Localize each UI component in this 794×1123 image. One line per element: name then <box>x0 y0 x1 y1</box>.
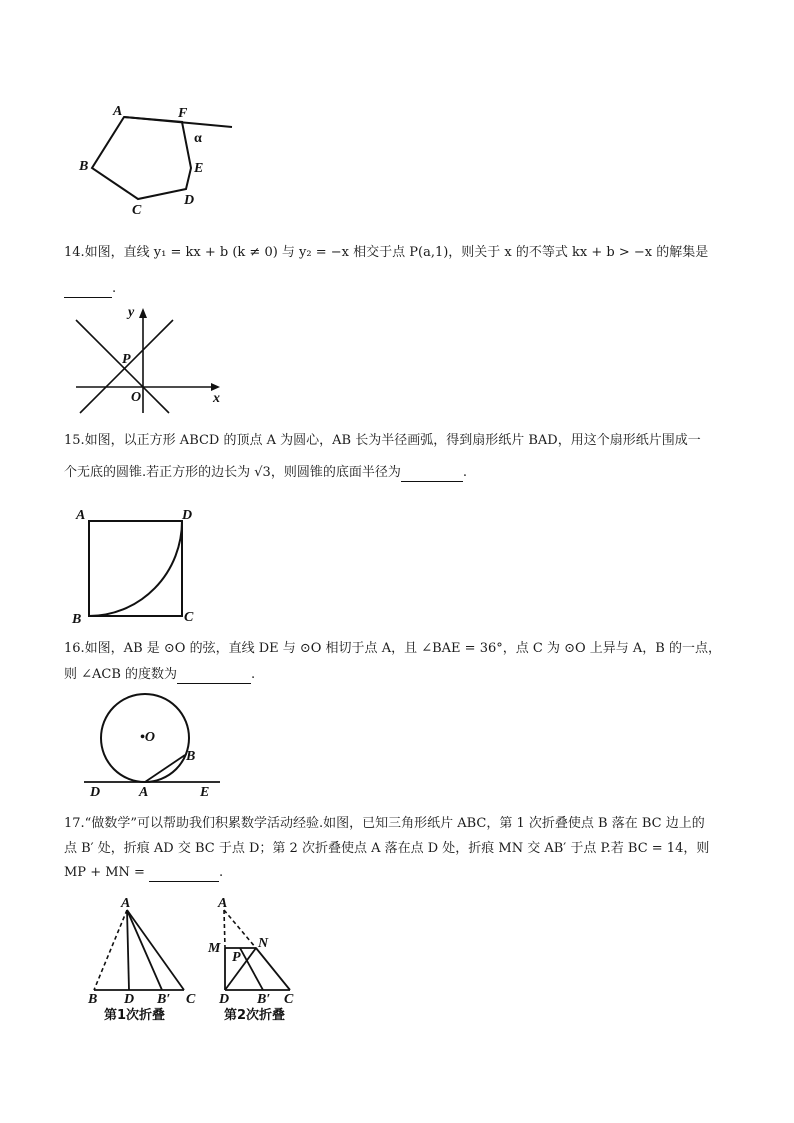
caption-fold2: 第2次折叠 <box>224 1008 286 1023</box>
label-F: F <box>178 106 188 121</box>
label-O: •O <box>140 730 156 745</box>
point-label-P: P <box>122 352 131 367</box>
q15-suffix: . <box>462 465 467 480</box>
label-D2: D <box>219 992 230 1007</box>
label-D1: D <box>124 992 135 1007</box>
label-C1: C <box>186 992 196 1007</box>
q16-suffix: . <box>251 667 256 682</box>
q14-suffix: . <box>112 281 117 296</box>
label-N: N <box>258 936 269 951</box>
q15-text-line1: 15.如图，以正方形 ABCD 的顶点 A 为圆心，AB 长为半径画弧，得到扇形纸片 BAD，用这个扇形纸片围成一 <box>64 433 701 448</box>
fold1-AC <box>127 910 184 990</box>
axis-label-y: y <box>128 305 135 320</box>
label-A: A <box>139 785 149 800</box>
label-B: B <box>72 612 82 627</box>
label-D: D <box>184 193 195 208</box>
label-E: E <box>200 785 210 800</box>
q16-text-line1: 16.如图，AB 是 ⊙O 的弦，直线 DE 与 ⊙O 相切于点 A，且 ∠BAE = 36°，点 C 为 ⊙O 上异与 A，B 的一点， <box>64 641 721 656</box>
label-B: B <box>79 159 89 174</box>
q16-text-line2-body: 则 ∠ACB 的度数为 <box>64 667 178 682</box>
label-B1: B <box>88 992 98 1007</box>
label-A: A <box>113 104 123 119</box>
label-Bp2: B′ <box>257 992 271 1007</box>
label-M: M <box>208 941 221 956</box>
label-P: P <box>232 950 241 965</box>
label-D: D <box>90 785 101 800</box>
label-D: D <box>182 508 193 523</box>
label-C: C <box>184 610 194 625</box>
label-alpha: α <box>194 131 202 146</box>
label-C: C <box>132 203 142 218</box>
label-A1: A <box>121 896 131 911</box>
q17-suffix: . <box>218 865 224 880</box>
axis-label-x: x <box>213 391 220 406</box>
q15-text-line2-body: 个无底的圆锥.若正方形的边长为 √3，则圆锥的底面半径为 <box>64 465 401 480</box>
caption-fold1: 第1次折叠 <box>104 1008 166 1023</box>
fold1-AB-dashed <box>94 910 127 990</box>
label-A: A <box>76 508 86 523</box>
fold2-AN-dashed <box>224 910 256 948</box>
label-Bp1: B′ <box>157 992 171 1007</box>
q17-text-line3-body: MP + MN = <box>64 865 145 880</box>
q17-text-line1: 17.“做数学”可以帮助我们积累数学活动经验.如图，已知三角形纸片 ABC，第 1 次折叠使点 B 落在 BC 边上的 <box>64 816 705 831</box>
q14-text-line1: 14.如图，直线 y₁ = kx + b (k ≠ 0) 与 y₂ = −x 相交于点 P(a,1)，则关于 x 的不等式 kx + b > −x 的解集是 <box>64 245 709 260</box>
fold1-ABprime <box>127 910 162 990</box>
origin-label-O: O <box>131 390 142 405</box>
q17-text-line2: 点 B′ 处，折痕 AD 交 BC 于点 D；第 2 次折叠使点 A 落在点 D 处，折痕 MN 交 AB′ 于点 P.若 BC = 14，则 <box>64 841 710 856</box>
fold2-AM-dashed <box>224 910 225 948</box>
label-C2: C <box>284 992 294 1007</box>
fold1-AD <box>127 910 129 990</box>
fold2-NC <box>256 948 290 990</box>
label-E: E <box>194 161 204 176</box>
label-B: B <box>186 749 196 764</box>
label-A2: A <box>218 896 228 911</box>
